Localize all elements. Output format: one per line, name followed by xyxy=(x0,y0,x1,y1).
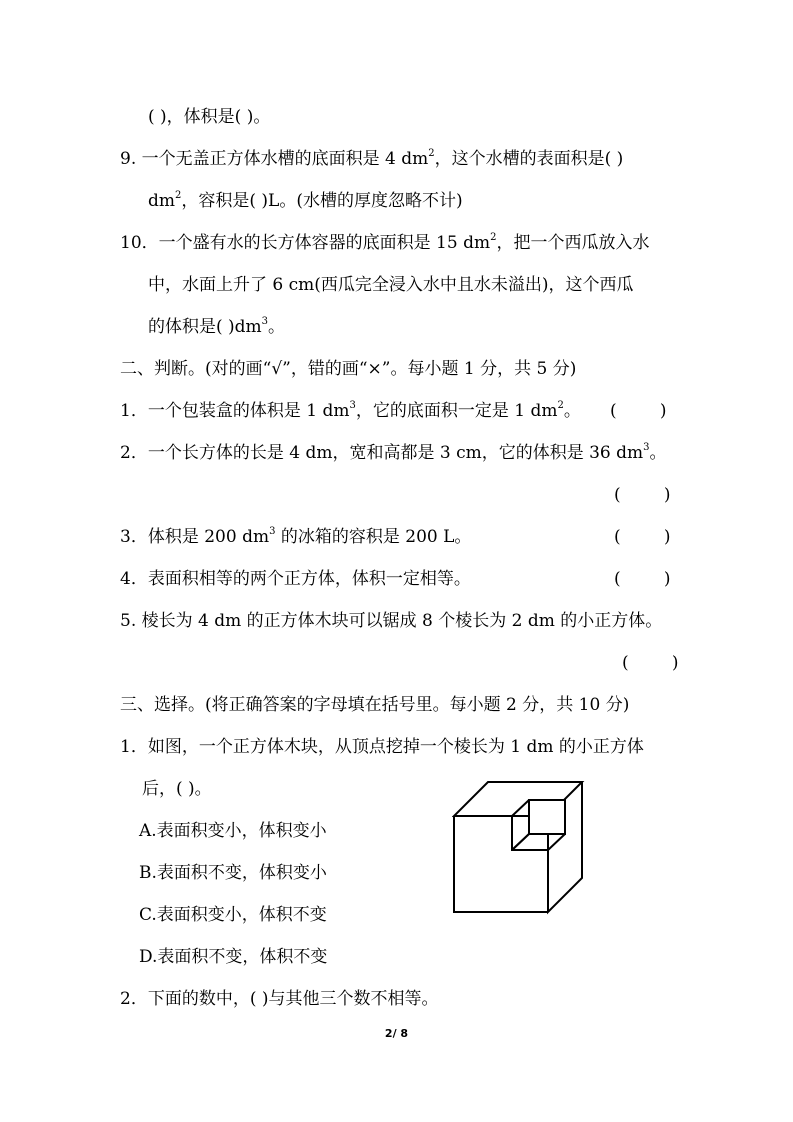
section-2-title xyxy=(120,358,576,380)
text: ( ) xyxy=(614,485,671,505)
option-c[interactable] xyxy=(139,904,327,926)
superscript: 3 xyxy=(261,316,269,328)
text: A.表面积变小，体积变小 xyxy=(139,821,327,841)
text: 2．一个长方体的长是 4 dm，宽和高都是 3 cm，它的体积是 36 dm xyxy=(120,443,644,463)
text: 1．一个包装盒的体积是 1 dm xyxy=(120,401,350,421)
text: D.表面积不变，体积不变 xyxy=(139,947,328,967)
text: ，这个水槽的表面积是( ) xyxy=(434,149,624,169)
text: 二、判断。(对的画“√”，错的画“×”。每小题 1 分，共 5 分) xyxy=(120,359,577,379)
question-10-line1 xyxy=(120,232,649,254)
text: 5. 棱长为 4 dm 的正方体木块可以锯成 8 个棱长为 2 dm 的小正方体。 xyxy=(120,611,663,631)
superscript: 2 xyxy=(175,190,182,202)
text: 。 xyxy=(268,317,286,337)
cube-with-notch-figure xyxy=(452,778,588,916)
superscript: 2 xyxy=(557,400,564,412)
question-9-line1 xyxy=(120,148,623,170)
text: 10．一个盛有水的长方体容器的底面积是 15 dm xyxy=(120,233,491,253)
superscript: 2 xyxy=(490,232,497,244)
superscript: 3 xyxy=(269,526,276,538)
page-number: 2/ 8 xyxy=(384,1027,409,1040)
line-q8-continued xyxy=(148,106,270,128)
judge-3 xyxy=(120,526,471,548)
judge-2 xyxy=(120,442,667,464)
choice-2 xyxy=(120,988,438,1010)
text: B.表面积不变，体积变小 xyxy=(139,863,327,883)
text: ，它的底面积一定是 1 dm xyxy=(355,401,558,421)
superscript: 3 xyxy=(349,400,356,412)
text: 4．表面积相等的两个正方体，体积一定相等。 xyxy=(120,569,471,589)
option-d[interactable] xyxy=(139,946,327,968)
superscript: 2 xyxy=(428,148,435,160)
judge-4 xyxy=(120,568,471,590)
choice-1-line1 xyxy=(120,736,644,758)
judge-5 xyxy=(120,610,662,632)
text: 的冰箱的容积是 200 L。 xyxy=(275,527,472,547)
text: 1．如图，一个正方体木块，从顶点挖掉一个棱长为 1 dm 的小正方体 xyxy=(120,737,644,757)
text: ( ) xyxy=(614,569,671,589)
text: dm xyxy=(148,191,176,211)
superscript: 3 xyxy=(643,442,650,454)
text: 的体积是( )dm xyxy=(148,317,262,337)
text: ( ) xyxy=(610,401,667,421)
answer-blank-judge-1[interactable] xyxy=(610,400,667,422)
text: 9. 一个无盖正方体水槽的底面积是 4 dm xyxy=(120,149,429,169)
question-10-line2 xyxy=(148,274,634,296)
question-9-line2 xyxy=(148,190,463,212)
answer-blank-judge-3[interactable] xyxy=(614,526,671,548)
text: ( )，体积是( )。 xyxy=(148,107,271,127)
option-a[interactable] xyxy=(139,820,327,842)
text: ( ) xyxy=(622,653,679,673)
option-b[interactable] xyxy=(139,862,327,884)
text: 后，( )。 xyxy=(142,779,212,799)
text: 。 xyxy=(649,443,667,463)
answer-blank-judge-4[interactable] xyxy=(614,568,671,590)
text: ，把一个西瓜放入水 xyxy=(496,233,650,253)
text: 。 xyxy=(563,401,581,421)
text: C.表面积变小，体积不变 xyxy=(139,905,327,925)
answer-blank-judge-5[interactable] xyxy=(622,652,679,674)
text: ( ) xyxy=(614,527,671,547)
question-10-line3 xyxy=(148,316,285,338)
text: 2．下面的数中，( )与其他三个数不相等。 xyxy=(120,989,439,1009)
text: ，容积是( )L。(水槽的厚度忽略不计) xyxy=(181,191,463,211)
choice-1-line2 xyxy=(142,778,212,800)
judge-1 xyxy=(120,400,581,422)
section-3-title xyxy=(120,694,629,716)
text: 中，水面上升了 6 cm(西瓜完全浸入水中且水未溢出)，这个西瓜 xyxy=(148,275,634,295)
answer-blank-judge-2[interactable] xyxy=(614,484,671,506)
text: 三、选择。(将正确答案的字母填在括号里。每小题 2 分，共 10 分) xyxy=(120,695,630,715)
text: 3．体积是 200 dm xyxy=(120,527,270,547)
